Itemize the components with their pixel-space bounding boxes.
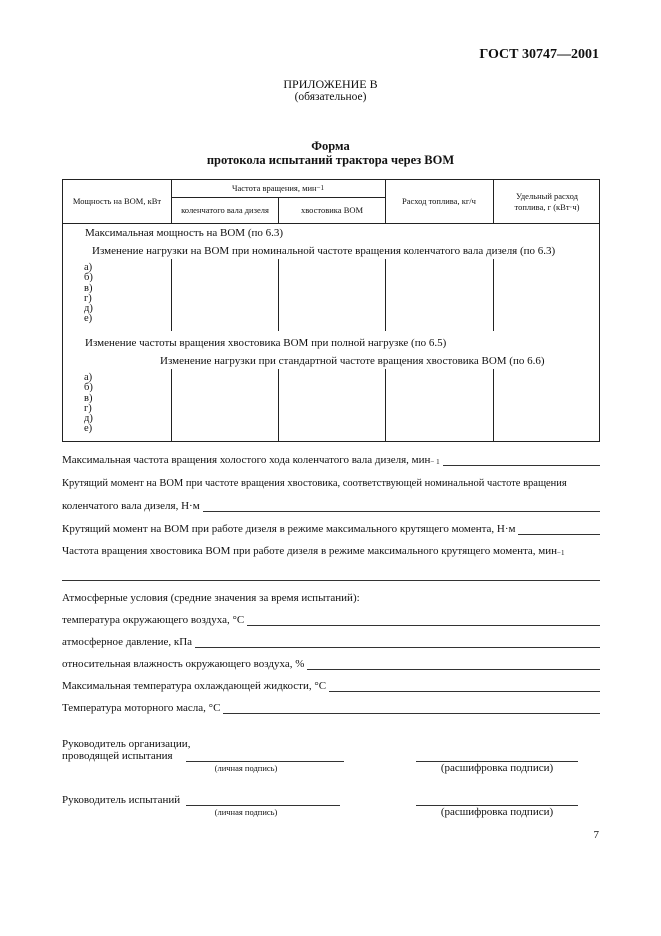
letter: а) [84,262,93,273]
letter: д) [84,413,93,425]
form-title: Форма [311,139,350,153]
page-number: 7 [593,829,599,841]
personal-signature-caption: (личная подпись) [214,807,278,817]
appendix-title: ПРИЛОЖЕНИЕ В [283,77,378,91]
col-crank-header: коленчатого вала дизеля [181,204,269,215]
row-max-power: Максимальная мощность на ВОМ (по 6.3) [85,227,284,239]
org-head-label-2: проводящей испытания [62,750,173,762]
letter: в) [84,392,93,404]
row-load-change: Изменение нагрузки на ВОМ при номинальной частоте вращения коленчатого вала дизеля (по 6.3) [92,245,556,257]
protocol-table [62,179,600,442]
torque-nominal-label: Крутящий момент на ВОМ при частоте вращения хвостовика, соответствующей номинальной частоте вращения [62,478,567,489]
letter: а) [84,372,93,383]
letter: б) [84,272,93,284]
letter: е) [84,313,93,325]
oil-field[interactable]: Температура моторного масла, °С [62,702,600,714]
org-head-label-1: Руководитель организации, [62,738,191,750]
col-power-header: Мощность на ВОМ, кВт [72,196,162,206]
letter: е) [84,423,93,435]
letters-block-b [84,373,93,435]
appendix-subtitle: (обязательное) [294,91,367,103]
max-idle-field[interactable]: Максимальная частота вращения холостого хода коленчатого вала дизеля, мин − 1 [62,454,600,466]
shank-freq-label: Частота вращения хвостовика ВОМ при работе дизеля в режиме максимального крутящего момента, мин −1 [62,545,565,557]
humidity-field[interactable]: относительная влажность окружающего воздуха, % [62,658,600,670]
form-subtitle: протокола испытаний трактора через ВОМ [206,153,455,167]
pressure-field[interactable]: атмосферное давление, кПа [62,636,600,648]
col-shank-header: хвостовика ВОМ [300,204,364,215]
letter: в) [84,282,93,294]
letter: д) [84,303,93,315]
atmo-label: Атмосферные условия (средние значения за время испытаний): [62,592,360,604]
coolant-field[interactable]: Максимальная температура охлаждающей жидкости, °С [62,680,600,692]
test-head-label: Руководитель испытаний [62,794,181,806]
letter: б) [84,382,93,394]
torque-max-field[interactable]: Крутящий момент на ВОМ при работе дизеля в режиме максимального крутящего момента, Н·м [62,523,600,535]
personal-signature-caption: (личная подпись) [214,763,278,773]
row-load-std: Изменение нагрузки при стандартной частоте вращения хвостовика ВОМ (по 6.6) [160,355,545,367]
org-head-signature-line[interactable] [186,761,344,762]
torque-nominal-field[interactable]: коленчатого вала дизеля, Н·м [62,500,600,512]
shank-freq-line[interactable] [62,580,600,581]
test-head-signature-line[interactable] [186,805,340,806]
decode-signature-caption: (расшифровка подписи) [440,806,554,818]
letters-block-a [84,263,93,325]
letter: г) [84,402,92,414]
col-fuel-header: Расход топлива, кг/ч [402,196,476,206]
col-specific-header: Удельный расход топлива, г (кВт·ч) [514,190,580,212]
temp-air-field[interactable]: температура окружающего воздуха, °С [62,614,600,626]
col-freq-header: Частота вращения, мин −1 [231,183,325,193]
decode-signature-caption: (расшифровка подписи) [440,762,554,774]
standard-number: ГОСТ 30747—2001 [479,47,599,62]
letter: г) [84,292,92,304]
row-freq-change: Изменение частоты вращения хвостовика ВОМ при полной нагрузке (по 6.5) [85,337,447,349]
